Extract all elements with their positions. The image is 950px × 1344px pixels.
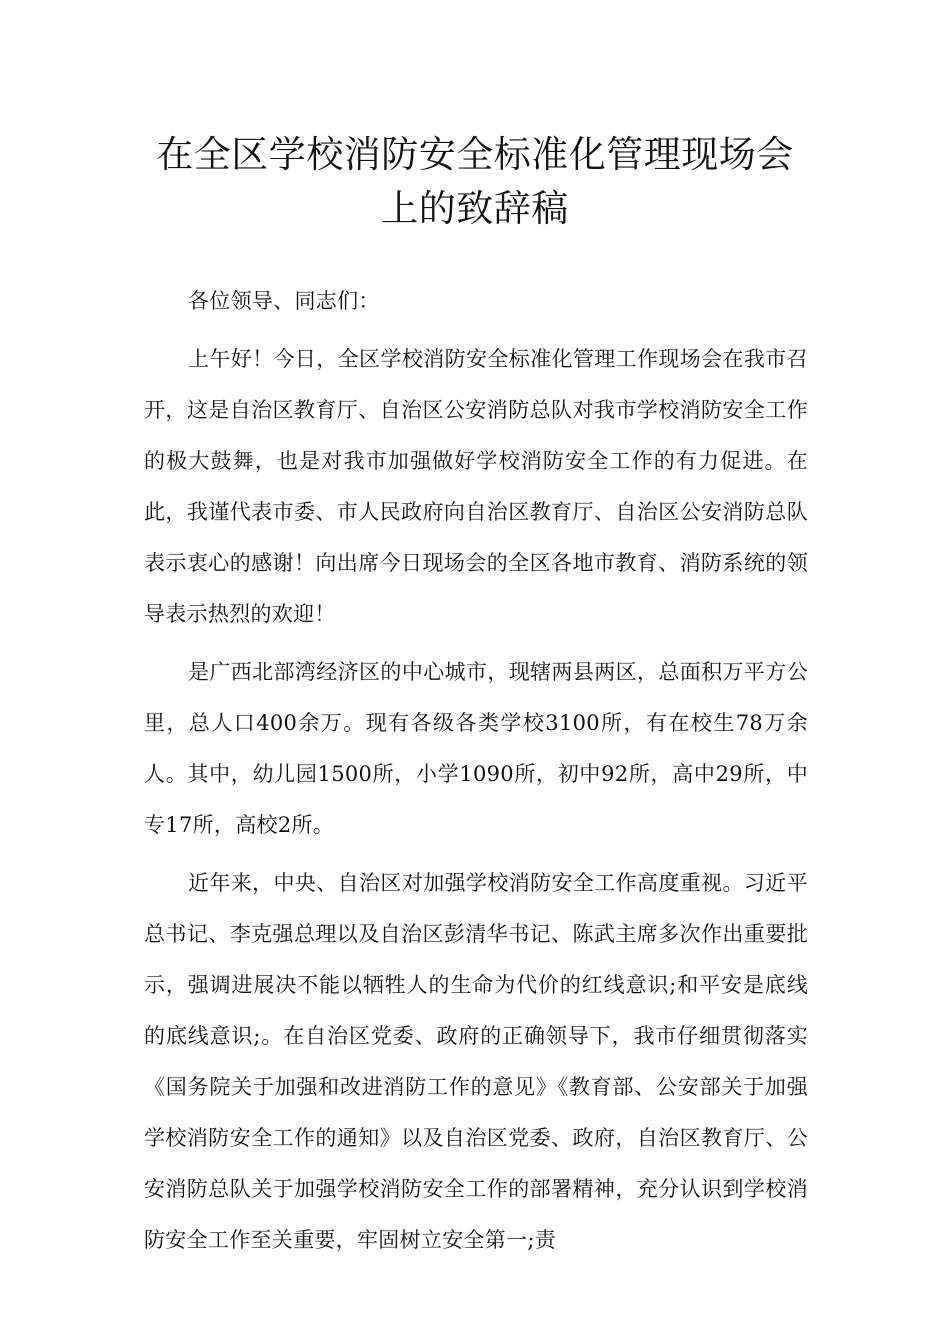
document-body — [144, 276, 808, 1273]
document-title — [120, 128, 830, 236]
salutation-paragraph: 各位领导、同志们： — [188, 289, 380, 313]
greeting-paragraph: 上午好！今日，全区学校消防安全标准化管理工作现场会在我市召开，这是自治区教育厅、自治区公安消防总队对我市学校消防安全工作的极大鼓舞，也是对我市加强做好学校消防安全工作的有力促进。在此，我谨代表市委、市人民政府向自治区教育厅、自治区公安消防总队表示衷心的感谢！向出席今日现场会的全区各地市教育、消防系统的领导表示热烈的欢迎！ — [144, 347, 808, 626]
city-overview-paragraph: 是广西北部湾经济区的中心城市，现辖两县两区，总面积万平方公里，总人口400余万。现有各级各类学校3100所，有在校生78万余人。其中，幼儿园1500所，小学1090所，初中92所，高中29所，中专17所，高校2所。 — [144, 660, 808, 837]
policy-paragraph: 近年来，中央、自治区对加强学校消防安全工作高度重视。习近平总书记、李克强总理以及自治区彭清华书记、陈武主席多次作出重要批示，强调进展决不能以牺牲人的生命为代价的红线意识;和平安是底线的底线意识;。在自治区党委、政府的正确领导下，我市仔细贯彻落实《国务院关于加强和改进消防工作的意见》《教育部、公安部关于加强学校消防安全工作的通知》以及自治区党委、政府，自治区教育厅、公安消防总队关于加强学校消防安全工作的部署精神，充分认识到学校消防安全工作至关重要，牢固树立安全第一;责 — [144, 871, 808, 1252]
title-line-2: 上的致辞稿 — [381, 187, 569, 230]
title-line-1: 在全区学校消防安全标准化管理现场会 — [156, 133, 794, 176]
